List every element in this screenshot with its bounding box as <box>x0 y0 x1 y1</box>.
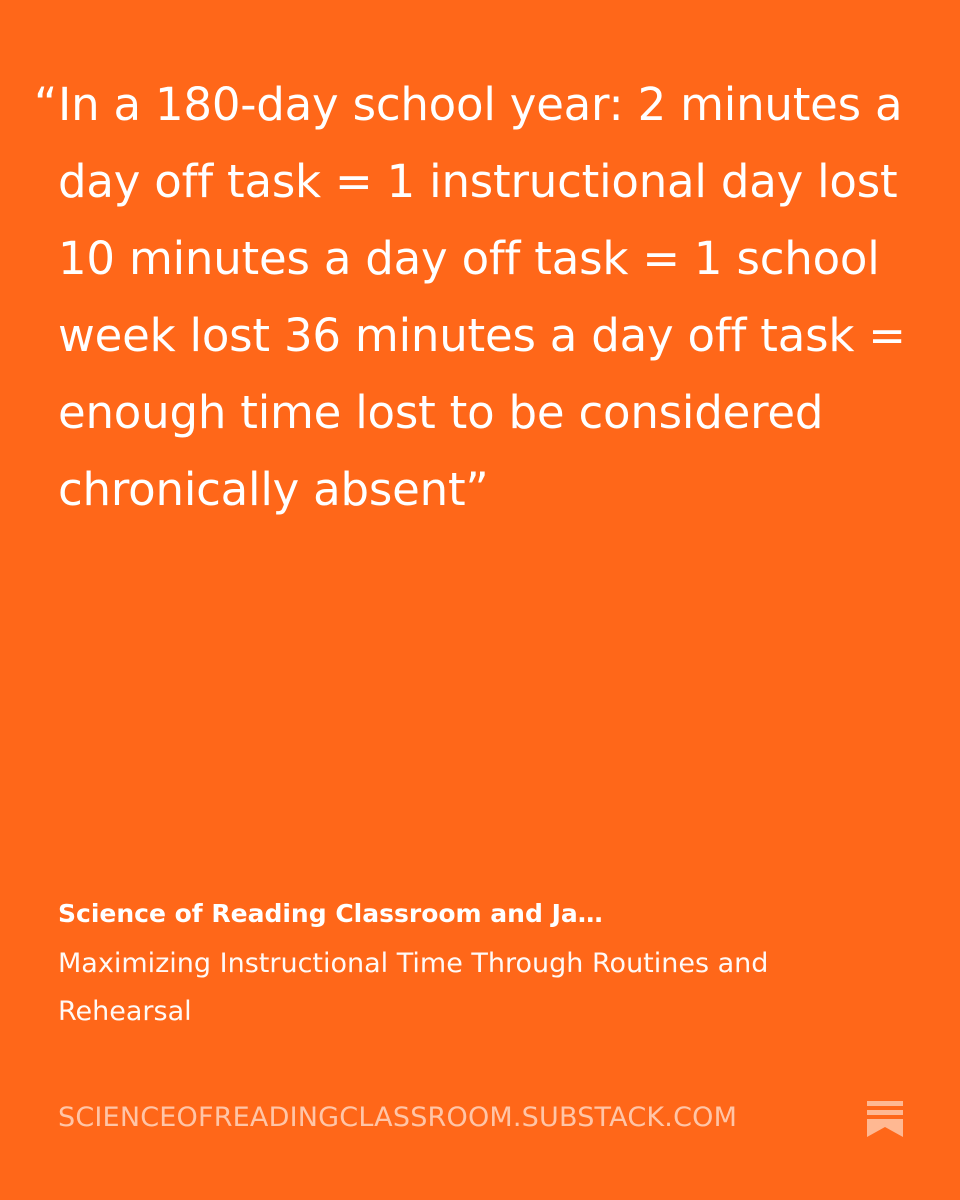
quote-text: In a 180-day school year: 2 minutes a day off task = 1 instructional day lost 10 minutes a day off task = 1 school week lost 36 minutes a day off task = enough time lost to be considered chronically absent” <box>58 78 906 516</box>
substack-logo-icon[interactable] <box>866 1100 904 1138</box>
publication-url[interactable]: SCIENCEOFREADINGCLASSROOM.SUBSTACK.COM <box>58 1102 738 1133</box>
publication-name[interactable]: Science of Reading Classroom and Ja… <box>58 899 603 928</box>
quote-block <box>34 66 918 528</box>
post-meta <box>58 896 898 1036</box>
open-quote-mark: “ <box>34 78 58 131</box>
post-title[interactable]: Maximizing Instructional Time Through Routines and Rehearsal <box>58 948 769 1027</box>
